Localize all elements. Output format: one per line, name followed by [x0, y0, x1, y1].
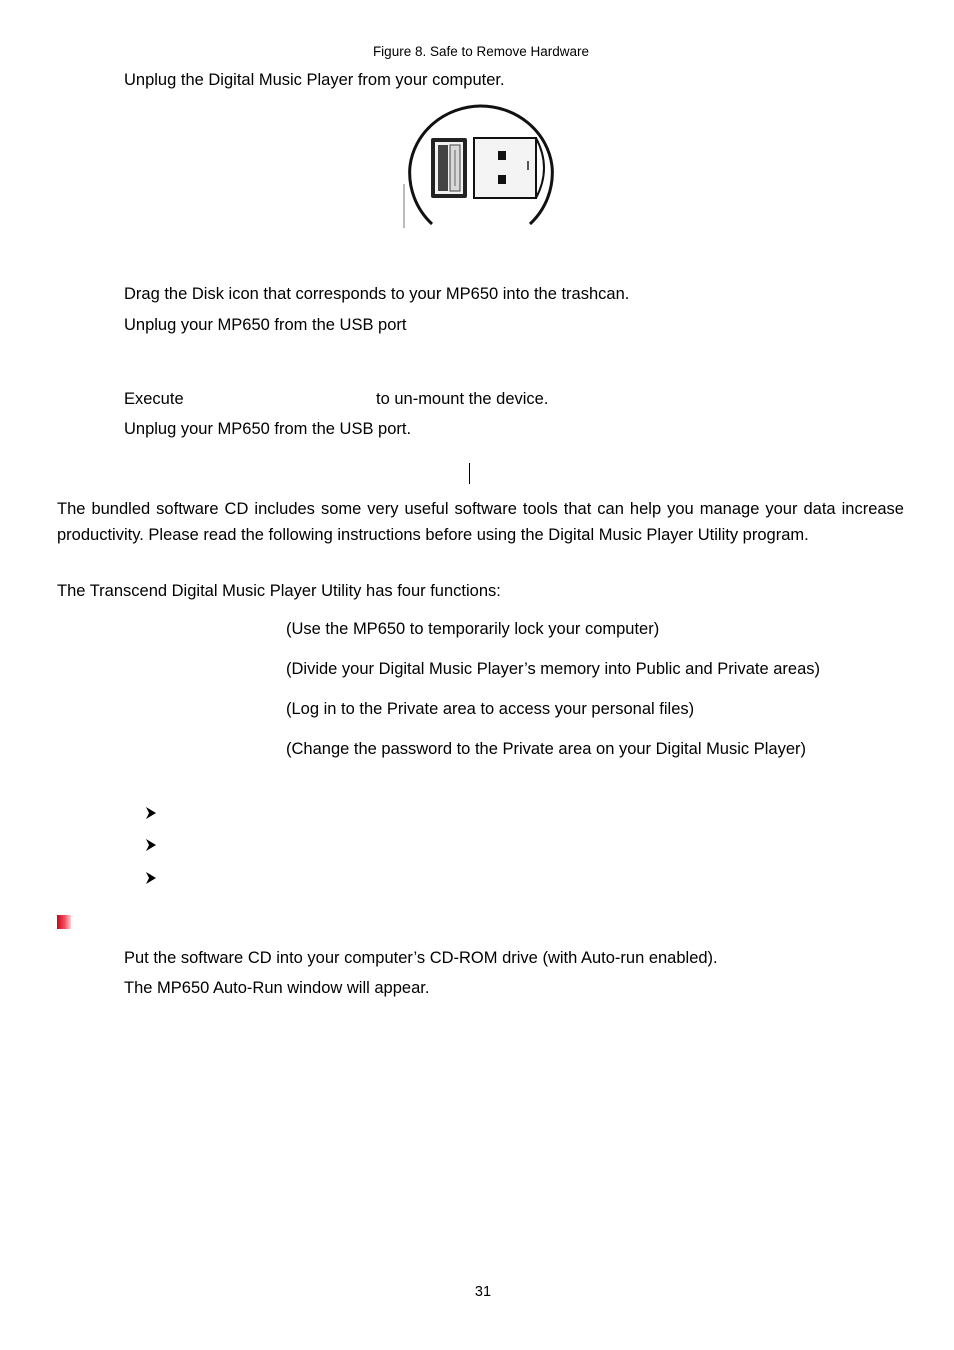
software-intro-paragraph: The bundled software CD includes some very useful software tools that can help you manage your data increase productivity. Please read the following instructions before using the Digital Music Player Utility program. [57, 500, 904, 544]
execute-label: Execute [124, 390, 184, 408]
usb-plug-icon [402, 104, 558, 230]
function-description: (Use the MP650 to temporarily lock your computer) [286, 620, 660, 638]
unplug-player-step: Unplug the Digital Music Player from your computer. [124, 71, 505, 89]
function-description: (Divide your Digital Music Player’s memory into Public and Private areas) [286, 660, 821, 678]
insert-cd-step: Put the software CD into your computer’s CD-ROM drive (with Auto-run enabled). [124, 949, 718, 967]
function-description: (Change the password to the Private area on your Digital Music Player) [286, 740, 806, 758]
arrowhead-bullet-icon [144, 838, 158, 852]
functions-intro: The Transcend Digital Music Player Utility has four functions: [57, 582, 501, 600]
section-marker-icon [57, 915, 71, 929]
function-description: (Log in to the Private area to access your personal files) [286, 700, 695, 718]
usb-unplug-illustration [402, 104, 558, 230]
unplug-usb-step-linux: Unplug your MP650 from the USB port. [124, 420, 412, 438]
text-cursor [469, 463, 470, 484]
page-number: 31 [474, 1284, 492, 1300]
arrowhead-bullet-icon [144, 806, 158, 820]
figure-caption: Figure 8. Safe to Remove Hardware [372, 44, 590, 59]
arrowhead-bullet-icon [144, 871, 158, 885]
drag-disk-icon-step: Drag the Disk icon that corresponds to your MP650 into the trashcan. [124, 285, 630, 303]
unplug-usb-step-mac: Unplug your MP650 from the USB port [124, 316, 407, 334]
unmount-instruction: to un-mount the device. [376, 390, 549, 408]
autorun-window-step: The MP650 Auto-Run window will appear. [124, 979, 430, 997]
